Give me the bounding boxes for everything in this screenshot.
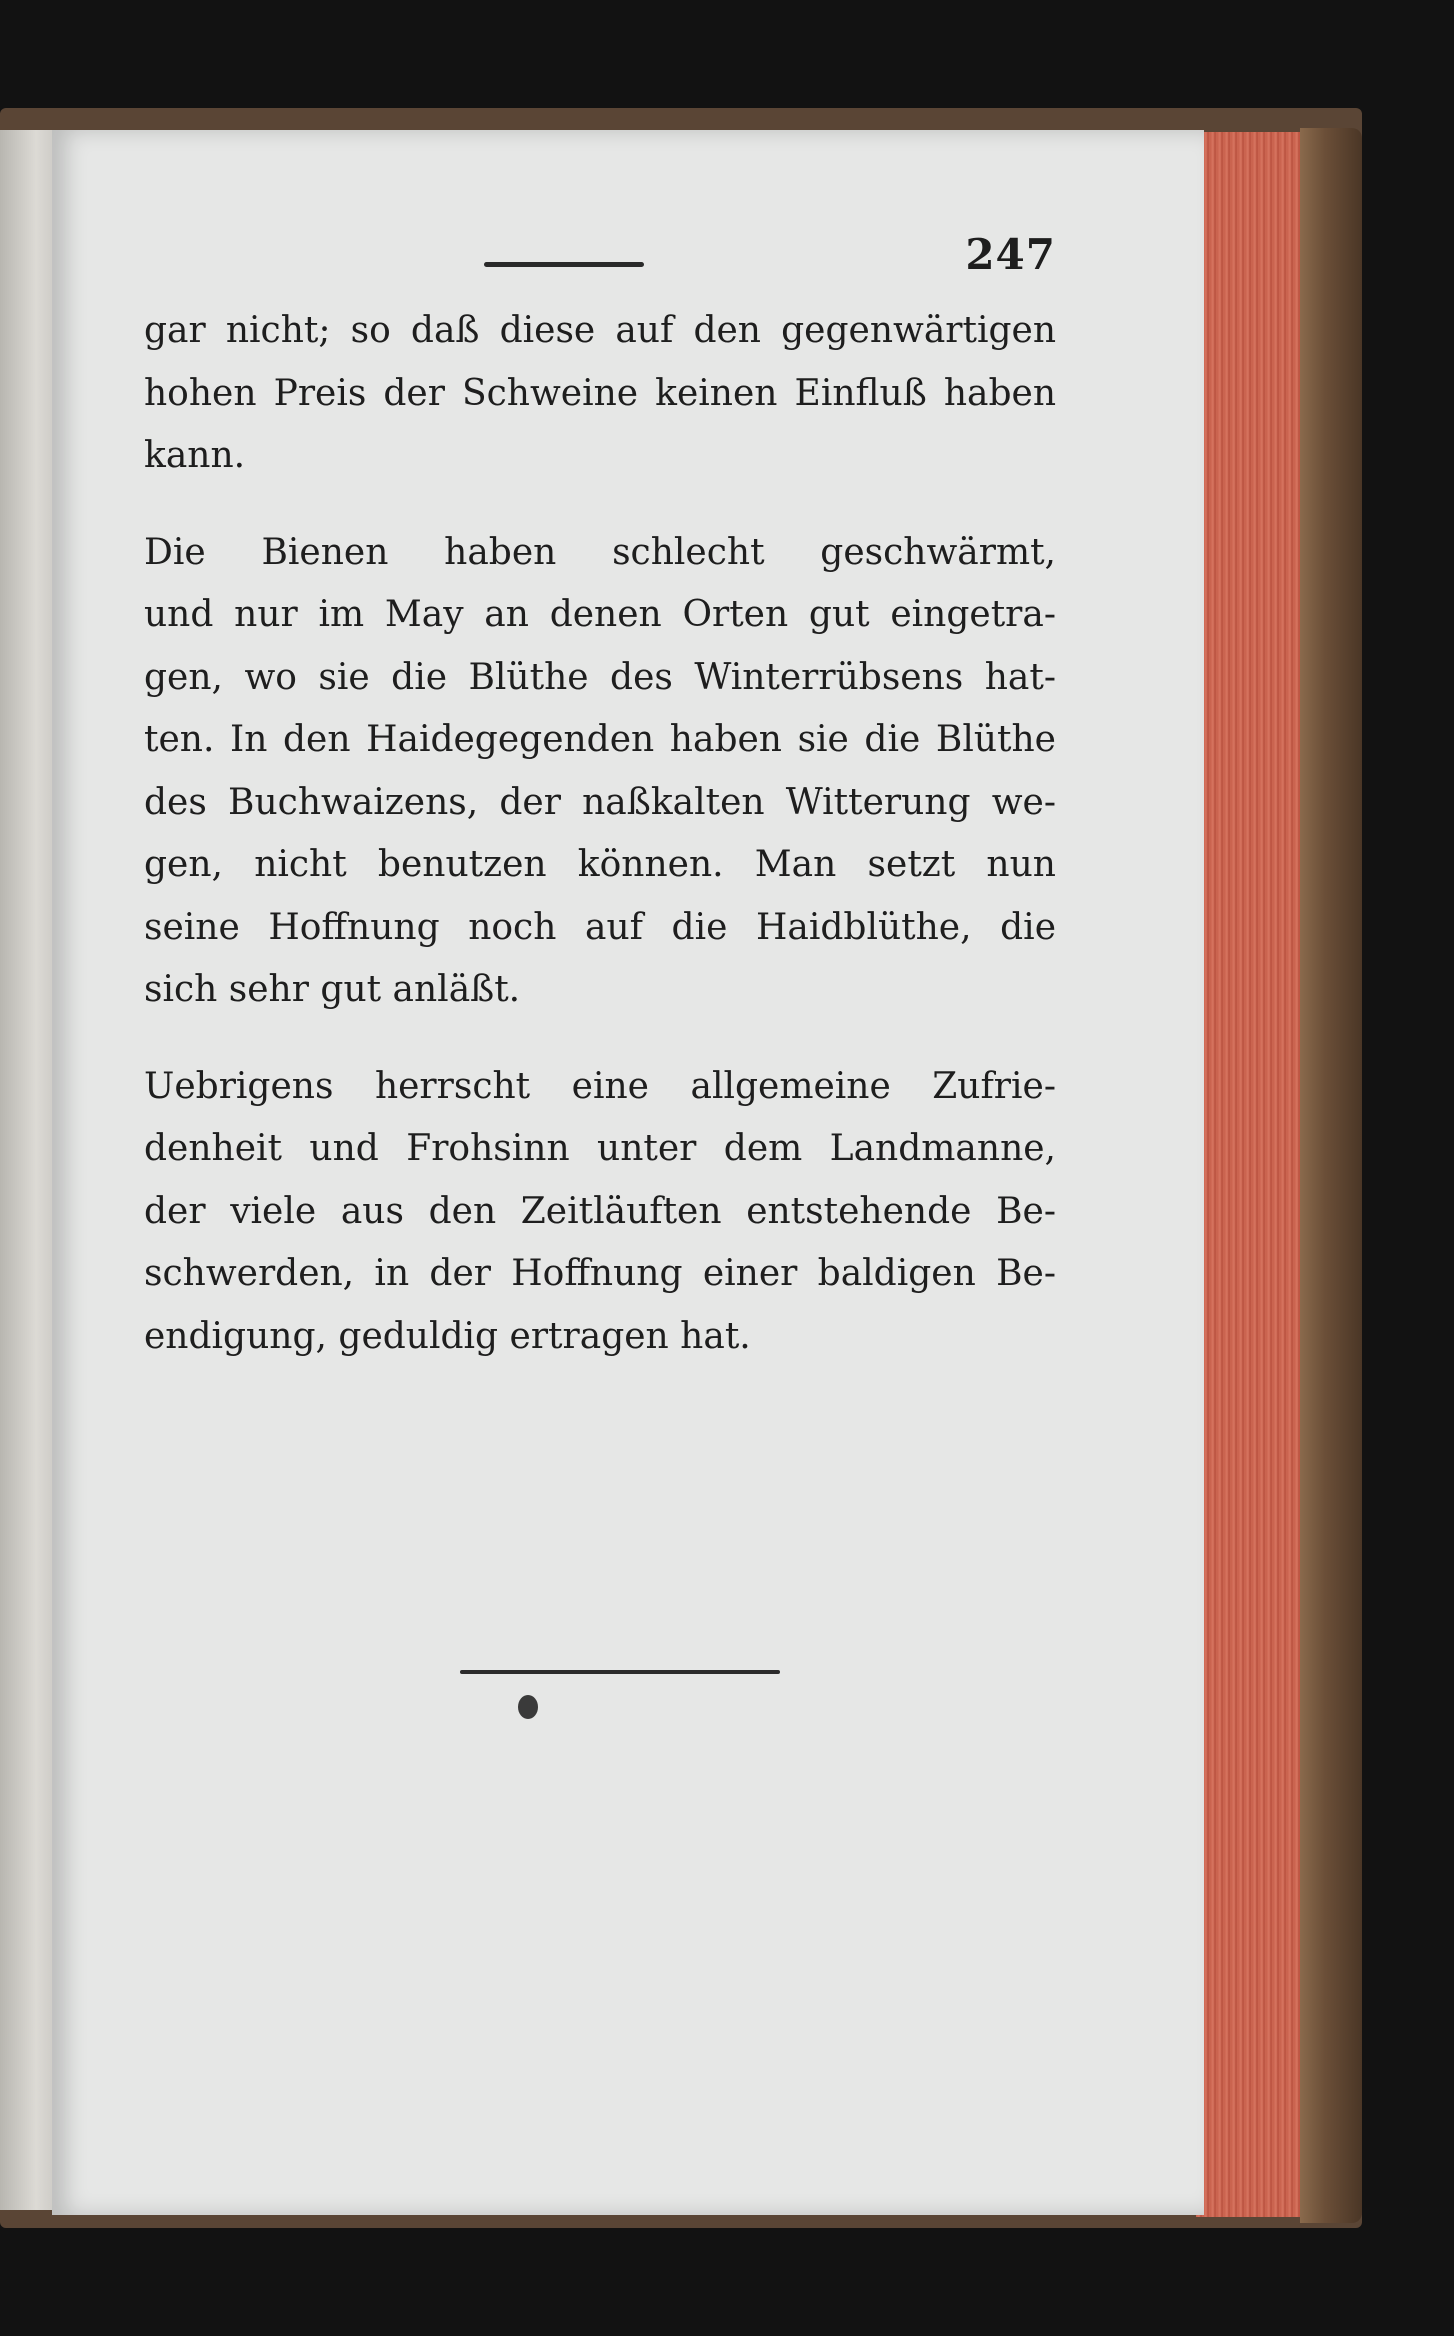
text-line: gar nicht; so daß diese auf den gegenwärtigen [144, 310, 1056, 351]
ink-spot [518, 1695, 538, 1719]
text-line: seine Hoffnung noch auf die Haidblüthe, die [144, 906, 1056, 948]
text-line: Uebrigens herrscht eine allgemeine Zufrie- [144, 1065, 1056, 1107]
text-line: des Buchwaizens, der naßkalten Witterung we- [144, 781, 1056, 823]
text-line: endigung, geduldig ertragen hat. [144, 1315, 751, 1357]
text-line: denheit und Frohsinn unter dem Landmanne, [144, 1128, 1056, 1169]
text-line: und nur im May an denen Orten gut eingetra- [144, 594, 1056, 635]
page-number: 247 [965, 230, 1056, 279]
text-line: gen, wo sie die Blüthe des Winterrübsens hat- [144, 656, 1056, 698]
text-line: Die Bienen haben schlecht geschwärmt, [144, 531, 1056, 573]
page-header [144, 230, 1056, 300]
text-line: gen, nicht benutzen können. Man setzt nun [144, 844, 1056, 885]
header-rule [484, 262, 644, 267]
text-line: schwerden, in der Hoffnung einer baldigen Be- [144, 1253, 1056, 1294]
end-rule [460, 1670, 780, 1674]
text-line: hohen Preis der Schweine keinen Einfluß haben [144, 372, 1056, 414]
text-line: der viele aus den Zeitläuften entstehende Be- [144, 1190, 1056, 1232]
text-line: ten. In den Haidegegenden haben sie die Blüthe [144, 719, 1056, 760]
page-text-block [144, 230, 1056, 1368]
paragraph-1 [144, 300, 1056, 488]
text-line: sich sehr gut anläßt. [144, 969, 521, 1010]
paragraph-2 [144, 522, 1056, 1022]
book-page [52, 130, 1204, 2215]
facing-page-edge [0, 130, 60, 2210]
paragraph-3 [144, 1056, 1056, 1369]
text-line: kann. [144, 435, 246, 476]
book-spine-edge [1300, 128, 1362, 2223]
